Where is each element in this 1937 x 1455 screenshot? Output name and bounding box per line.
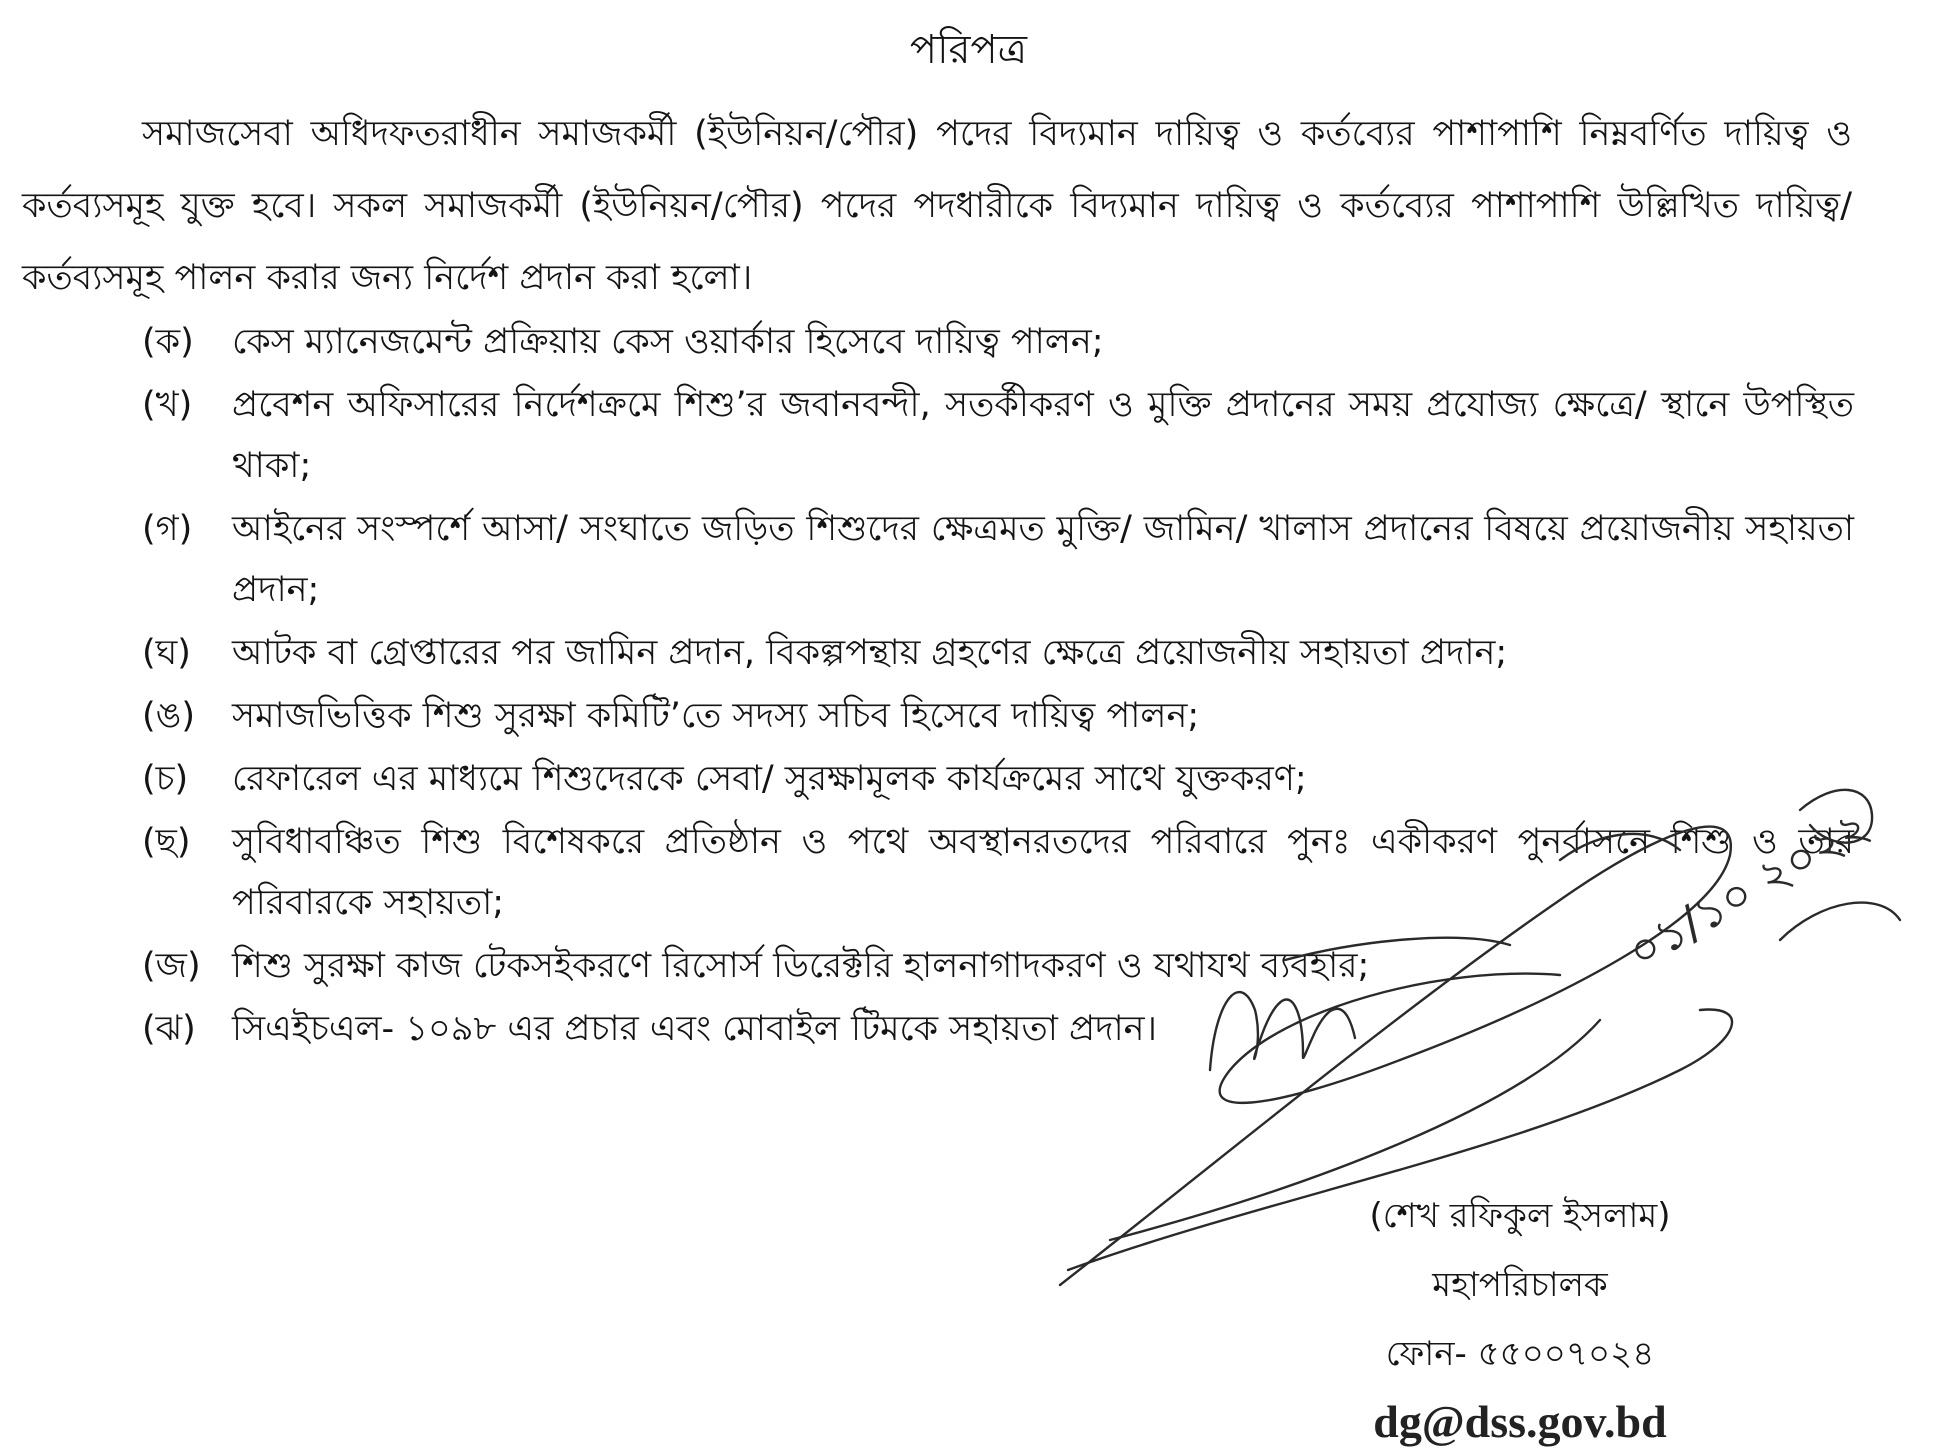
list-item [142, 936, 1854, 997]
signatory-designation: মহাপরিচালক [1432, 1265, 1608, 1305]
item-marker: (গ) [142, 509, 193, 549]
item-marker: (চ) [142, 759, 189, 799]
item-marker: (ঙ) [142, 696, 195, 736]
item-marker: (ঘ) [142, 633, 191, 673]
item-marker: (জ) [142, 946, 201, 986]
item-text: সিএইচএল- ১০৯৮ এর প্রচার এবং মোবাইল টিমকে সহায়তা প্রদান। [232, 1009, 1158, 1049]
duties-list [142, 312, 1854, 1062]
item-marker: (ঝ) [142, 1009, 196, 1049]
list-item [142, 749, 1854, 810]
list-item [142, 686, 1854, 747]
signatory-phone: ফোন- ৫৫০০৭০২৪ [1385, 1334, 1655, 1374]
circular-title: পরিপত্র [909, 27, 1028, 73]
list-item [142, 312, 1854, 373]
item-text: সুবিধাবঞ্চিত শিশু বিশেষকরে প্রতিষ্ঠান ও পথে অবস্থানরতদের পরিবারে পুনঃ একীকরণ পুনর্বাসনে শিশু ও তার পরিবারকে সহায়তা; [232, 822, 1854, 923]
item-marker: (ছ) [142, 822, 191, 862]
item-marker: (ক) [142, 322, 194, 362]
item-text: সমাজভিত্তিক শিশু সুরক্ষা কমিটি’তে সদস্য সচিব হিসেবে দায়িত্ব পালন; [232, 696, 1200, 736]
item-text: আটক বা গ্রেপ্তারের পর জামিন প্রদান, বিকল্পপন্থায় গ্রহণের ক্ষেত্রে প্রয়োজনীয় সহায়তা প্রদান; [232, 633, 1508, 673]
signatory-email[interactable]: dg@dss.gov.bd [1373, 1396, 1667, 1447]
signatory-name: (শেখ রফিকুল ইসলাম) [1369, 1196, 1671, 1236]
list-item [142, 999, 1854, 1060]
list-item [142, 499, 1854, 621]
item-text: কেস ম্যানেজমেন্ট প্রক্রিয়ায় কেস ওয়ার্কার হিসেবে দায়িত্ব পালন; [232, 322, 1104, 362]
item-marker: (খ) [142, 385, 193, 425]
item-text: শিশু সুরক্ষা কাজ টেকসইকরণে রিসোর্স ডিরেক্টরি হালনাগাদকরণ ও যথাযথ ব্যবহার; [232, 946, 1370, 986]
list-item [142, 623, 1854, 684]
item-text: প্রবেশন অফিসারের নির্দেশক্রমে শিশু’র জবানবন্দী, সতর্কীকরণ ও মুক্তি প্রদানের সময় প্রযোজ্য ক্ষেত্রে/ স্থানে উপস্থিত থাকা; [232, 385, 1854, 486]
list-item [142, 375, 1854, 497]
intro-paragraph: সমাজসেবা অধিদফতরাধীন সমাজকর্মী (ইউনিয়ন/পৌর) পদের বিদ্যমান দায়িত্ব ও কর্তব্যের পাশাপাশি নিম্নবর্ণিত দায়িত্ব ও কর্তব্যসমূহ যুক্ত হবে। সকল সমাজকর্মী (ইউনিয়ন/পৌর) পদের পদধারীকে বিদ্যমান দায়িত্ব ও কর্তব্যের পাশাপাশি উল্লিখিত দায়িত্ব/ কর্তব্যসমূহ পালন করার জন্য নির্দেশ প্রদান করা হলো। [22, 114, 1852, 298]
signature-date-mark: ০১/১০ ২০২২ [1618, 798, 1879, 980]
signatory-block [1290, 1182, 1750, 1455]
list-item [142, 812, 1854, 934]
item-text: রেফারেল এর মাধ্যমে শিশুদেরকে সেবা/ সুরক্ষামূলক কার্যক্রমের সাথে যুক্তকরণ; [232, 759, 1307, 799]
item-text: আইনের সংস্পর্শে আসা/ সংঘাতে জড়িত শিশুদের ক্ষেত্রমত মুক্তি/ জামিন/ খালাস প্রদানের বিষয়ে প্রয়োজনীয় সহায়তা প্রদান; [232, 509, 1854, 610]
